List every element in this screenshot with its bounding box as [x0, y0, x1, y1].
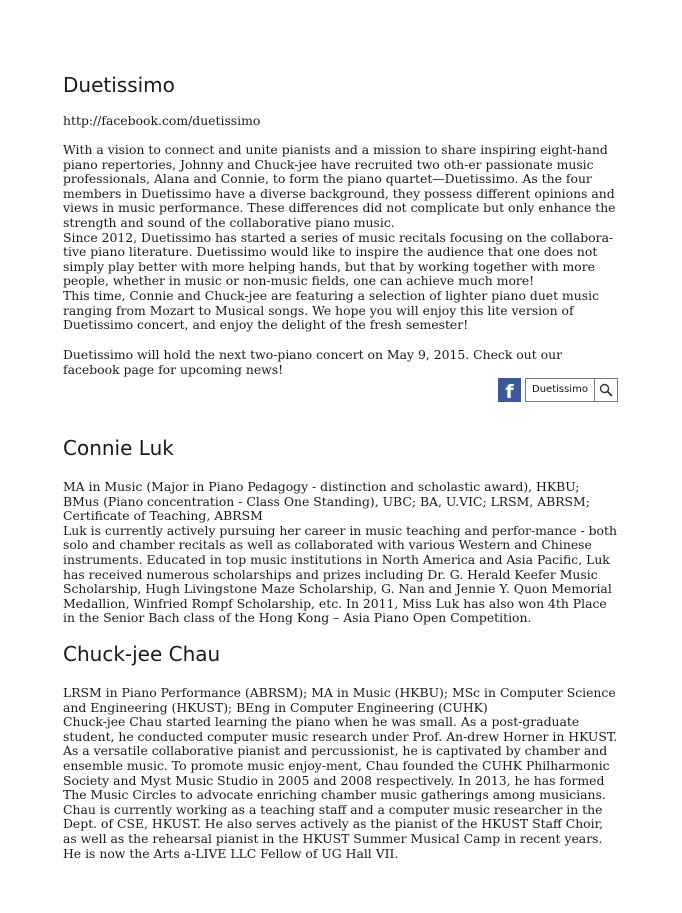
facebook-icon[interactable]	[498, 378, 521, 402]
duetissimo-paragraph-1: With a vision to connect and unite pianists and a mission to share inspiring eight-hand piano repertories, Johnny and Chuck-jee have recruited two oth-er passionate music professionals, Alana and Connie, to form the piano quartet—Duetissimo. As the four members in Duetissimo have a diverse background, they possess different opinions and views in music performance. These differences did not complicate but only enhance the strength and sound of the collaborative piano music.	[63, 142, 616, 230]
duetissimo-body	[63, 143, 619, 333]
connie-luk-heading: Connie Luk	[63, 436, 174, 460]
concert-announcement: Duetissimo will hold the next two-piano concert on May 9, 2015. Check out our facebook page for upcoming news!	[63, 347, 563, 377]
connie-luk-bio: Luk is currently actively pursuing her career in music teaching and perfor-mance - both solo and chamber recitals as well as collaborated with various Western and Chinese instruments. Educated in top music institutions in North America and Asia Pacific, Luk has received numerous scholarships and prizes including Dr. G. Herald Keefer Music Scholarship, Hugh Livingstone Maze Scholarship, G. Nan and Jennie Y. Quon Memorial Medallion, Winfried Rompf Scholarship, etc. In 2011, Miss Luk has also won 4th Place in the Senior Bach class of the Hong Kong – Asia Piano Open Competition.	[63, 522, 617, 626]
facebook-search-widget	[498, 378, 618, 402]
facebook-search-text[interactable]: Duetissimo	[526, 379, 595, 401]
chuck-jee-chau-heading: Chuck-jee Chau	[63, 642, 221, 666]
facebook-logo-letter: f	[505, 381, 514, 402]
duetissimo-paragraph-3: This time, Connie and Chuck-jee are featuring a selection of lighter piano duet music ranging from Mozart to Musical songs. We hope you will enjoy this lite version of Duetissimo concert, and enjoy the delight of the fresh semester!	[63, 287, 600, 333]
search-icon[interactable]	[595, 379, 617, 401]
chuck-jee-chau-qualifications: LRSM in Piano Performance (ABRSM); MA in Music (HKBU); MSc in Computer Science and Engineering (HKUST); BEng in Computer Engineering (CUHK)	[63, 685, 616, 715]
connie-luk-body	[63, 480, 619, 626]
chuck-jee-chau-bio: Chuck-jee Chau started learning the piano when he was small. As a post-graduate student, he conducted computer music research under Prof. An-drew Horner in HKUST. As a versatile collaborative pianist and percussionist, he is captivated by chamber and ensemble music. To promote music enjoy-ment, Chau founded the CUHK Philharmonic Society and Myst Music Studio in 2005 and 2008 respectively. In 2013, he has formed The Music Circles to advocate enriching chamber music gatherings among musicians. Chau is currently working as a teaching staff and a computer music researcher in the Dept. of CSE, HKUST. He also serves actively as the pianist of the HKUST Staff Choir, as well as the rehearsal pianist in the HKUST Summer Musical Camp in recent years. He is now the Arts a-LIVE LLC Fellow of UG Hall VII.	[63, 714, 618, 861]
duetissimo-paragraph-2: Since 2012, Duetissimo has started a series of music recitals focusing on the collabora-tive piano literature. Duetissimo would like to inspire the audience that one does not simply play better with more helping hands, but that by working together with more people, whether in music or non-music fields, one can achieve much more!	[63, 229, 614, 289]
duetissimo-heading: Duetissimo	[63, 73, 175, 97]
chuck-jee-chau-body	[63, 686, 619, 861]
facebook-link[interactable]: http://facebook.com/duetissimo	[63, 113, 261, 128]
connie-luk-qualifications: MA in Music (Major in Piano Pedagogy - distinction and scholastic award), HKBU; BMus (Piano concentration - Class One Standing), UBC; BA, U.VIC; LRSM, ABRSM; Certificate of Teaching, ABRSM	[63, 479, 590, 524]
facebook-search-box[interactable]	[525, 378, 618, 402]
